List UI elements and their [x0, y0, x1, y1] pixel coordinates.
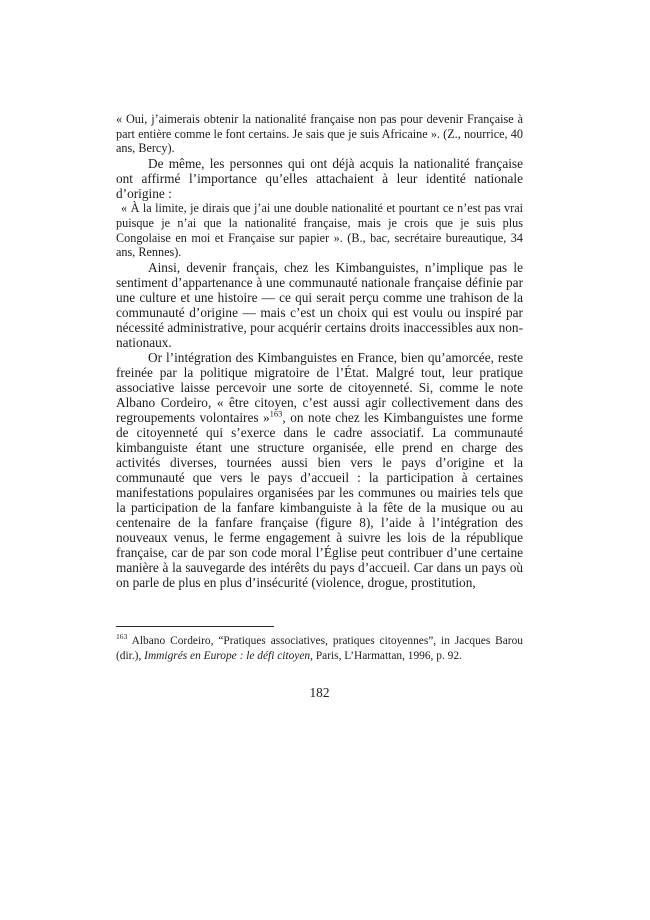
- paragraph-integration: [116, 350, 523, 590]
- page-number: 182: [309, 685, 330, 700]
- footnote-marker-163: 163: [116, 632, 128, 642]
- blockquote-interview-2: « À la limite, je dirais que j’ai une double nationalité et pourtant ce n’est pas vrai puisque je n’ai que la nationalité française, mais je crois que je suis plus Congolaise en moi et Française sur papier ». (B., bac, secrétaire bureautique, 34 ans, Rennes).: [116, 201, 523, 260]
- footnote-section: [116, 626, 523, 664]
- blockquote-interview-1: « Oui, j’aimerais obtenir la nationalité française non pas pour devenir Française à part entière comme le font certains. Je sais que je suis Africaine ». (Z., nourrice, 40 ans, Bercy).: [116, 112, 523, 156]
- paragraph-integration-text-after: , on note chez les Kimbanguistes une forme de citoyenneté qui s’exerce dans le cadre associatif. La communauté kimbanguiste étant une structure organisée, elle prend en charge des activités diverses, tournées aussi bien vers le pays d’origine et la communauté que vers le pays d’accueil : la participation à certaines manifestations populaires organisées par les communes ou mairies tels que la participation de la fanfare kimbanguiste à la fête de la musique ou au centenaire de la fanfare française (figure 8), l’aide à l’intégration des nouveaux venus, le ferme engagement à suivre les lois de la république française, car de par son code moral l’Église peut contribuer d’une certaine manière à la sauvegarde des intérêts du pays d’accueil. Car dans un pays où on parle de plus en plus d’insécurité (violence, drogue, prostitution,: [116, 409, 523, 590]
- paragraph-integration-text-before: Or l’intégration des Kimbanguistes en France, bien qu’amorcée, reste freinée par la politique migratoire de l’État. Malgré tout, leur pratique associative laisse percevoir une sorte de citoyenneté. Si, comme le note Albano Cordeiro, « être citoyen, c’est aussi agir collectivement dans des regroupements volontaires »: [116, 349, 523, 425]
- footnote-text-after-italic: , Paris, L’Harmattan, 1996, p. 92.: [310, 650, 462, 662]
- footnote-reference-163: 163: [269, 408, 283, 419]
- paragraph-devenir-francais: Ainsi, devenir français, chez les Kimbanguistes, n’implique pas le sentiment d’appartenance à une communauté nationale française définie par une culture et une histoire — ce qui serait perçu comme une trahison de la communauté d’origine — mais c’est un choix qui est voulu ou inspiré par nécessité administrative, pour acquérir certains droits inaccessibles aux non-nationaux.: [116, 259, 523, 350]
- footnote-separator-rule: [116, 626, 274, 627]
- paragraph-nationality: De même, les personnes qui ont déjà acquis la nationalité française ont affirmé l’importance qu’elles attachaient à leur identité nationale d’origine :: [116, 156, 523, 202]
- footnote-text-before-italic: Albano Cordeiro, “Pratiques associatives, pratiques citoyennes”, in Jacques Barou (dir.),: [116, 635, 523, 662]
- footnote-163: [116, 634, 523, 664]
- body-text: [116, 112, 523, 590]
- footnote-book-title: Immigrés en Europe : le défi citoyen: [144, 650, 311, 662]
